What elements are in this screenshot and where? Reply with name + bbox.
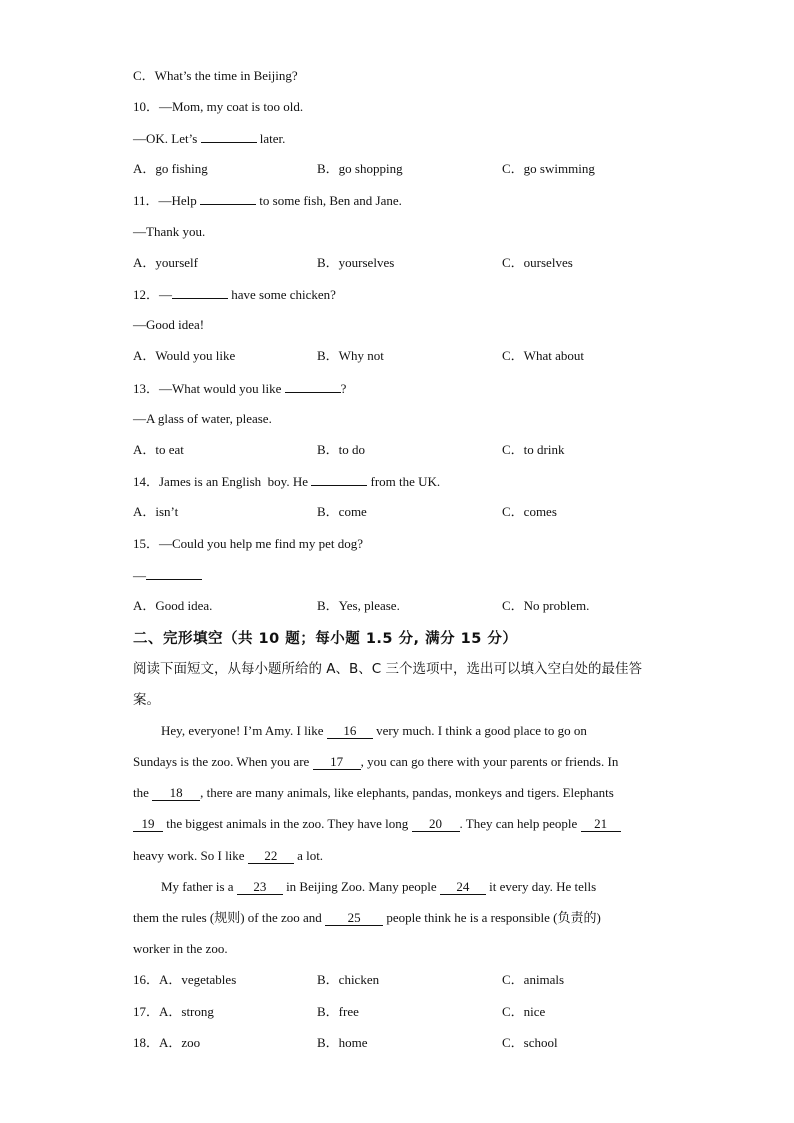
- q14-option-b: B．come: [317, 504, 367, 519]
- passage-line: [133, 753, 663, 771]
- blank-16: 16: [327, 723, 373, 739]
- q15-option-b: B．Yes, please.: [317, 598, 400, 613]
- blank-24: 24: [440, 879, 486, 895]
- text: 11．—Help: [133, 193, 201, 208]
- text: ?: [340, 381, 347, 396]
- blank-17: 17: [313, 754, 361, 770]
- text: the: [133, 785, 153, 800]
- text: from the UK.: [367, 474, 441, 489]
- passage-line: [133, 722, 691, 740]
- text: —OK. Let’s: [133, 131, 201, 146]
- q14-stem: [133, 472, 440, 491]
- q17-option-c: C．nice: [502, 1004, 546, 1019]
- q12-line2: —Good idea!: [133, 317, 205, 332]
- q14-option-a: A．isn’t: [133, 504, 179, 519]
- text: in Beijing Zoo. Many people: [282, 879, 440, 894]
- blank-23: 23: [237, 879, 283, 895]
- passage-line: [133, 847, 663, 865]
- text: 13．—What would you like: [133, 381, 285, 396]
- q15-line2: [133, 566, 202, 585]
- answer-blank: [311, 472, 367, 486]
- q12-option-a: A．Would you like: [133, 348, 236, 363]
- q17-option-b: B．free: [317, 1004, 359, 1019]
- text: Hey, everyone! I’m Amy. I like: [161, 723, 327, 738]
- q11-line2: —Thank you.: [133, 224, 206, 239]
- text: to some fish, Ben and Jane.: [256, 193, 402, 208]
- q10-option-a: A．go fishing: [133, 161, 208, 176]
- answer-blank: [200, 191, 256, 205]
- blank-19: 19: [133, 816, 163, 832]
- text: have some chicken?: [228, 287, 336, 302]
- q13-option-b: B．to do: [317, 442, 366, 457]
- q16-option-a: 16．A．vegetables: [133, 972, 237, 987]
- q9-option-c: C．What’s the time in Beijing?: [133, 68, 298, 83]
- answer-blank: [285, 379, 341, 393]
- text: Sundays is the zoo. When you are: [133, 754, 313, 769]
- text: 14．James is an English boy. He: [133, 474, 312, 489]
- text: a lot.: [293, 848, 324, 863]
- q18-option-b: B．home: [317, 1035, 368, 1050]
- q10-option-c: C．go swimming: [502, 161, 595, 176]
- passage-line: [133, 909, 663, 927]
- answer-blank: [172, 285, 228, 299]
- blank-22: 22: [248, 848, 294, 864]
- q13-option-a: A．to eat: [133, 442, 184, 457]
- passage-line: worker in the zoo.: [133, 941, 228, 956]
- passage-line: [133, 815, 663, 833]
- q10-option-b: B．go shopping: [317, 161, 403, 176]
- section-instructions-cont: 案。: [133, 692, 160, 708]
- q11-option-a: A．yourself: [133, 255, 198, 270]
- q15-option-c: C．No problem.: [502, 598, 590, 613]
- q10-stem: 10．—Mom, my coat is too old.: [133, 99, 304, 114]
- text: , you can go there with your parents or friends. In: [360, 754, 619, 769]
- blank-20: 20: [412, 816, 460, 832]
- text: , there are many animals, like elephants, pandas, monkeys and tigers. Elephants: [200, 785, 614, 800]
- text: it every day. He tells: [485, 879, 597, 894]
- text: My father is a: [161, 879, 237, 894]
- text: the biggest animals in the zoo. They have long: [163, 816, 412, 831]
- blank-18: 18: [152, 785, 200, 801]
- q12-option-b: B．Why not: [317, 348, 384, 363]
- q18-option-c: C．school: [502, 1035, 558, 1050]
- blank-25: 25: [325, 910, 383, 926]
- answer-blank: [201, 129, 257, 143]
- text: 12．—: [133, 287, 173, 302]
- passage-line: [133, 784, 663, 802]
- text: later.: [256, 131, 286, 146]
- q18-option-a: 18．A．zoo: [133, 1035, 201, 1050]
- section-title: 二、完形填空（共 10 题；每小题 1.5 分, 满分 15 分）: [133, 631, 518, 647]
- text: . They can help people: [459, 816, 581, 831]
- q17-option-a: 17．A．strong: [133, 1004, 214, 1019]
- q12-option-c: C．What about: [502, 348, 584, 363]
- q15-stem: 15．—Could you help me find my pet dog?: [133, 536, 364, 551]
- section-instructions: 阅读下面短文，从每小题所给的 A、B、C 三个选项中，选出可以填入空白处的最佳答: [133, 661, 643, 677]
- q16-option-b: B．chicken: [317, 972, 380, 987]
- q11-option-b: B．yourselves: [317, 255, 395, 270]
- q13-stem: [133, 379, 346, 398]
- text: very much. I think a good place to go on: [372, 723, 587, 738]
- q11-stem: [133, 191, 402, 210]
- passage-line: [133, 878, 691, 896]
- q13-option-c: C．to drink: [502, 442, 565, 457]
- q16-option-c: C．animals: [502, 972, 565, 987]
- q13-line2: —A glass of water, please.: [133, 411, 272, 426]
- q11-option-c: C．ourselves: [502, 255, 573, 270]
- text: people think he is a responsible (负责的): [383, 910, 601, 925]
- q15-option-a: A．Good idea.: [133, 598, 213, 613]
- q12-stem: [133, 285, 336, 304]
- blank-21: 21: [581, 816, 621, 832]
- text: them the rules (规则) of the zoo and: [133, 910, 326, 925]
- q14-option-c: C．comes: [502, 504, 557, 519]
- answer-blank: [146, 566, 202, 580]
- q10-line2: [133, 129, 285, 148]
- text: heavy work. So I like: [133, 848, 248, 863]
- text: —: [133, 568, 146, 583]
